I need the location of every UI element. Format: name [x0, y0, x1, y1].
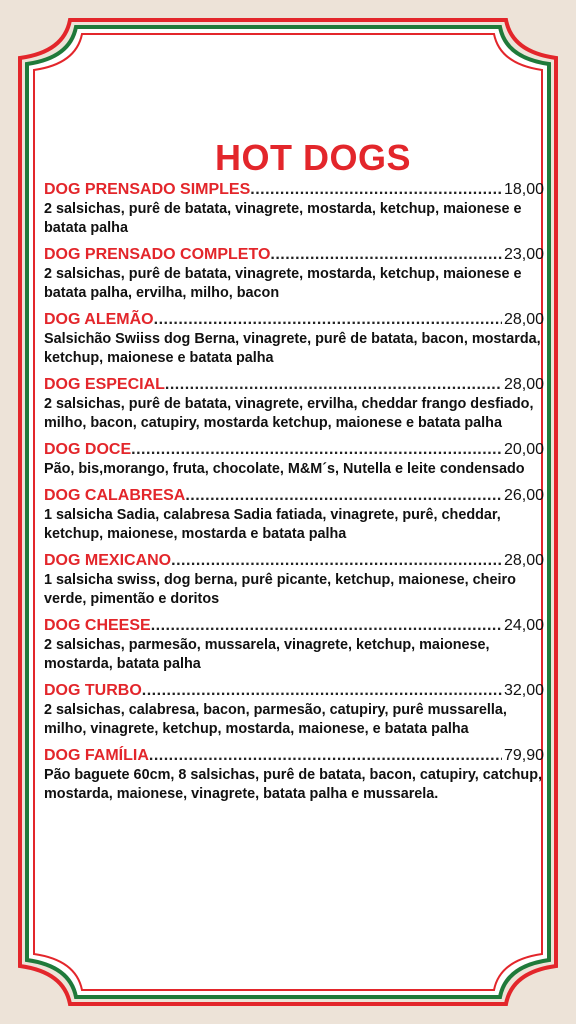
menu-item-header — [44, 746, 544, 766]
item-description: 1 salsicha Sadia, calabresa Sadia fatiada, vinagrete, purê, cheddar, ketchup, maionese, mostarda e batata palha — [44, 507, 501, 542]
menu-item — [44, 551, 544, 609]
item-description: 2 salsichas, purê de batata, vinagrete, mostarda, ketchup, maionese e batata palha — [44, 201, 522, 236]
item-price: 26,00 — [503, 487, 544, 504]
menu-item — [44, 681, 544, 739]
dot-leader — [154, 310, 502, 330]
menu-item — [44, 245, 544, 303]
item-price: 18,00 — [503, 181, 544, 198]
menu-item — [44, 310, 544, 368]
item-price: 28,00 — [503, 552, 544, 569]
dot-leader — [149, 746, 502, 766]
dot-leader — [171, 551, 502, 571]
item-name: DOG PRENSADO COMPLETO — [44, 246, 271, 263]
menu-content — [44, 138, 544, 811]
dot-leader — [142, 681, 502, 701]
item-description: Pão baguete 60cm, 8 salsichas, purê de batata, bacon, catupiry, catchup, mostarda, maionese, vinagrete, batata palha e mussarela. — [44, 767, 542, 802]
item-price: 20,00 — [503, 441, 544, 458]
item-name: DOG ALEMÃO — [44, 311, 154, 328]
dot-leader — [270, 245, 502, 265]
item-price: 23,00 — [503, 246, 544, 263]
item-name: DOG CHEESE — [44, 617, 151, 634]
item-description: 2 salsichas, purê de batata, vinagrete, mostarda, ketchup, maionese e batata palha, ervilha, milho, bacon — [44, 266, 522, 301]
menu-item — [44, 486, 544, 544]
menu-item-header — [44, 245, 544, 265]
item-name: DOG DOCE — [44, 441, 132, 458]
menu-item — [44, 440, 544, 479]
item-description: 1 salsicha swiss, dog berna, purê picante, ketchup, maionese, cheiro verde, pimentão e doritos — [44, 572, 516, 607]
menu-item-header — [44, 375, 544, 395]
item-description: 2 salsichas, parmesão, mussarela, vinagrete, ketchup, maionese, mostarda, batata palha — [44, 637, 490, 672]
dot-leader — [151, 616, 502, 636]
item-name: DOG CALABRESA — [44, 487, 186, 504]
menu-item-header — [44, 180, 544, 200]
item-price: 28,00 — [503, 376, 544, 393]
menu-item — [44, 746, 544, 804]
dot-leader — [250, 180, 502, 200]
item-name: DOG TURBO — [44, 682, 142, 699]
item-price: 24,00 — [503, 617, 544, 634]
menu-item-header — [44, 440, 544, 460]
item-name: DOG PRENSADO SIMPLES — [44, 181, 251, 198]
menu-item-header — [44, 551, 544, 571]
item-name: DOG ESPECIAL — [44, 376, 165, 393]
item-price: 32,00 — [503, 682, 544, 699]
item-name: DOG FAMÍLIA — [44, 747, 149, 764]
item-price: 28,00 — [503, 311, 544, 328]
menu-title: HOT DOGS — [214, 137, 411, 178]
menu-item — [44, 375, 544, 433]
menu-item-header — [44, 681, 544, 701]
menu-item-header — [44, 486, 544, 506]
dot-leader — [185, 486, 502, 506]
item-description: 2 salsichas, calabresa, bacon, parmesão, catupiry, purê mussarella, milho, vinagrete, ketchup, mostarda, maionese, e batata palha — [44, 702, 507, 737]
item-description: Pão, bis,morango, fruta, chocolate, M&M´s, Nutella e leite condensado — [44, 461, 525, 477]
item-description: 2 salsichas, purê de batata, vinagrete, ervilha, cheddar frango desfiado, milho, bacon, catupiry, mostarda ketchup, maionese e batata palha — [44, 396, 534, 431]
menu-item — [44, 180, 544, 238]
dot-leader — [165, 375, 502, 395]
item-description: Salsichão Swiiss dog Berna, vinagrete, purê de batata, bacon, mostarda, ketchup, maionese e batata palha — [44, 331, 541, 366]
menu-item-header — [44, 310, 544, 330]
dot-leader — [131, 440, 502, 460]
item-name: DOG MEXICANO — [44, 552, 172, 569]
menu-item — [44, 616, 544, 674]
menu-item-header — [44, 616, 544, 636]
item-price: 79,90 — [503, 747, 544, 764]
